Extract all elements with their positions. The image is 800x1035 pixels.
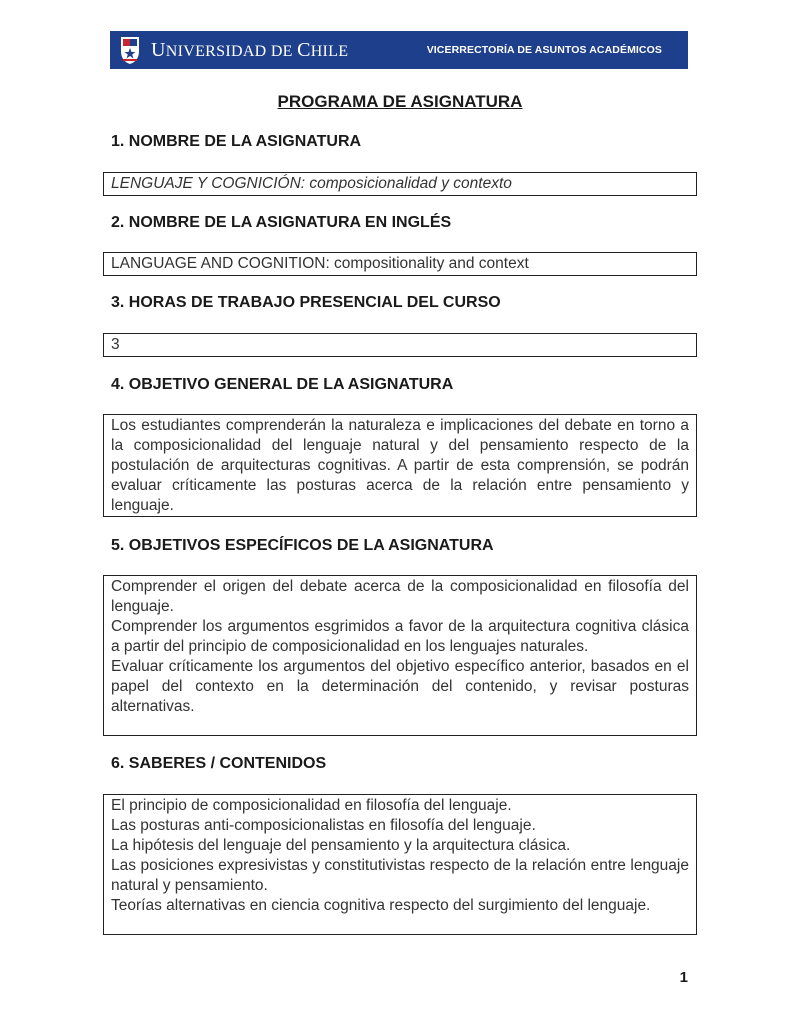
section-1-heading: 1. NOMBRE DE LA ASIGNATURA: [111, 133, 362, 150]
course-name-english: LANGUAGE AND COGNITION: compositionality and context: [111, 255, 529, 272]
section-5-heading: 5. OBJETIVOS ESPECÍFICOS DE LA ASIGNATURA: [111, 537, 494, 554]
course-name-english-box: [103, 252, 697, 276]
content-item: Las posiciones expresivistas y constitutivistas respecto de la relación entre lenguaje natural y pensamiento.: [111, 857, 689, 894]
specific-objective-item: Evaluar críticamente los argumentos del objetivo específico anterior, basados en el papel del contexto en la determinación del contenido, y revisar posturas alternativas.: [111, 658, 689, 715]
section-2-heading: 2. NOMBRE DE LA ASIGNATURA EN INGLÉS: [111, 214, 452, 231]
university-name: UNIVERSIDAD DE CHILE: [151, 38, 349, 61]
hours-box: [103, 333, 697, 357]
general-objective-text: Los estudiantes comprenderán la naturaleza e implicaciones del debate en torno a la composicionalidad del lenguaje natural y del pensamiento respecto de la postulación de arquitecturas cognitivas. A partir de esta comprensión, se podrán evaluar críticamente las posturas acerca de la relación entre pensamiento y lenguaje.: [111, 417, 689, 514]
specific-objectives-box: [103, 575, 697, 736]
content-item: La hipótesis del lenguaje del pensamiento y la arquitectura clásica.: [111, 837, 571, 854]
course-name-rest: composicionalidad y contexto: [305, 175, 512, 192]
page-number: 1: [679, 969, 688, 986]
document-title: PROGRAMA DE ASIGNATURA: [277, 92, 523, 111]
hours-value: 3: [111, 336, 120, 353]
contents-box: [103, 794, 697, 935]
course-name-box: [103, 172, 697, 196]
specific-objective-item: Comprender los argumentos esgrimidos a favor de la arquitectura cognitiva clásica a partir del principio de composicionalidad en los lenguajes naturales.: [111, 618, 689, 655]
university-crest-icon: [119, 35, 141, 65]
section-4-heading: 4. OBJETIVO GENERAL DE LA ASIGNATURA: [111, 376, 454, 393]
general-objective-box: [103, 414, 697, 517]
content-item: Teorías alternativas en ciencia cognitiva respecto del surgimiento del lenguaje.: [111, 897, 651, 914]
content-item: Las posturas anti-composicionalistas en filosofía del lenguaje.: [111, 817, 536, 834]
section-6-heading: 6. SABERES / CONTENIDOS: [111, 755, 327, 772]
specific-objective-item: Comprender el origen del debate acerca de la composicionalidad en filosofía del lenguaje.: [111, 578, 689, 615]
section-3-heading: 3. HORAS DE TRABAJO PRESENCIAL DEL CURSO: [111, 294, 501, 311]
course-name-italic: LENGUAJE Y COGNICIÓN:: [111, 175, 306, 192]
content-item: El principio de composicionalidad en filosofía del lenguaje.: [111, 797, 512, 814]
office-name: VICERRECTORÍA DE ASUNTOS ACADÉMICOS: [426, 44, 662, 56]
university-banner: [110, 31, 688, 69]
